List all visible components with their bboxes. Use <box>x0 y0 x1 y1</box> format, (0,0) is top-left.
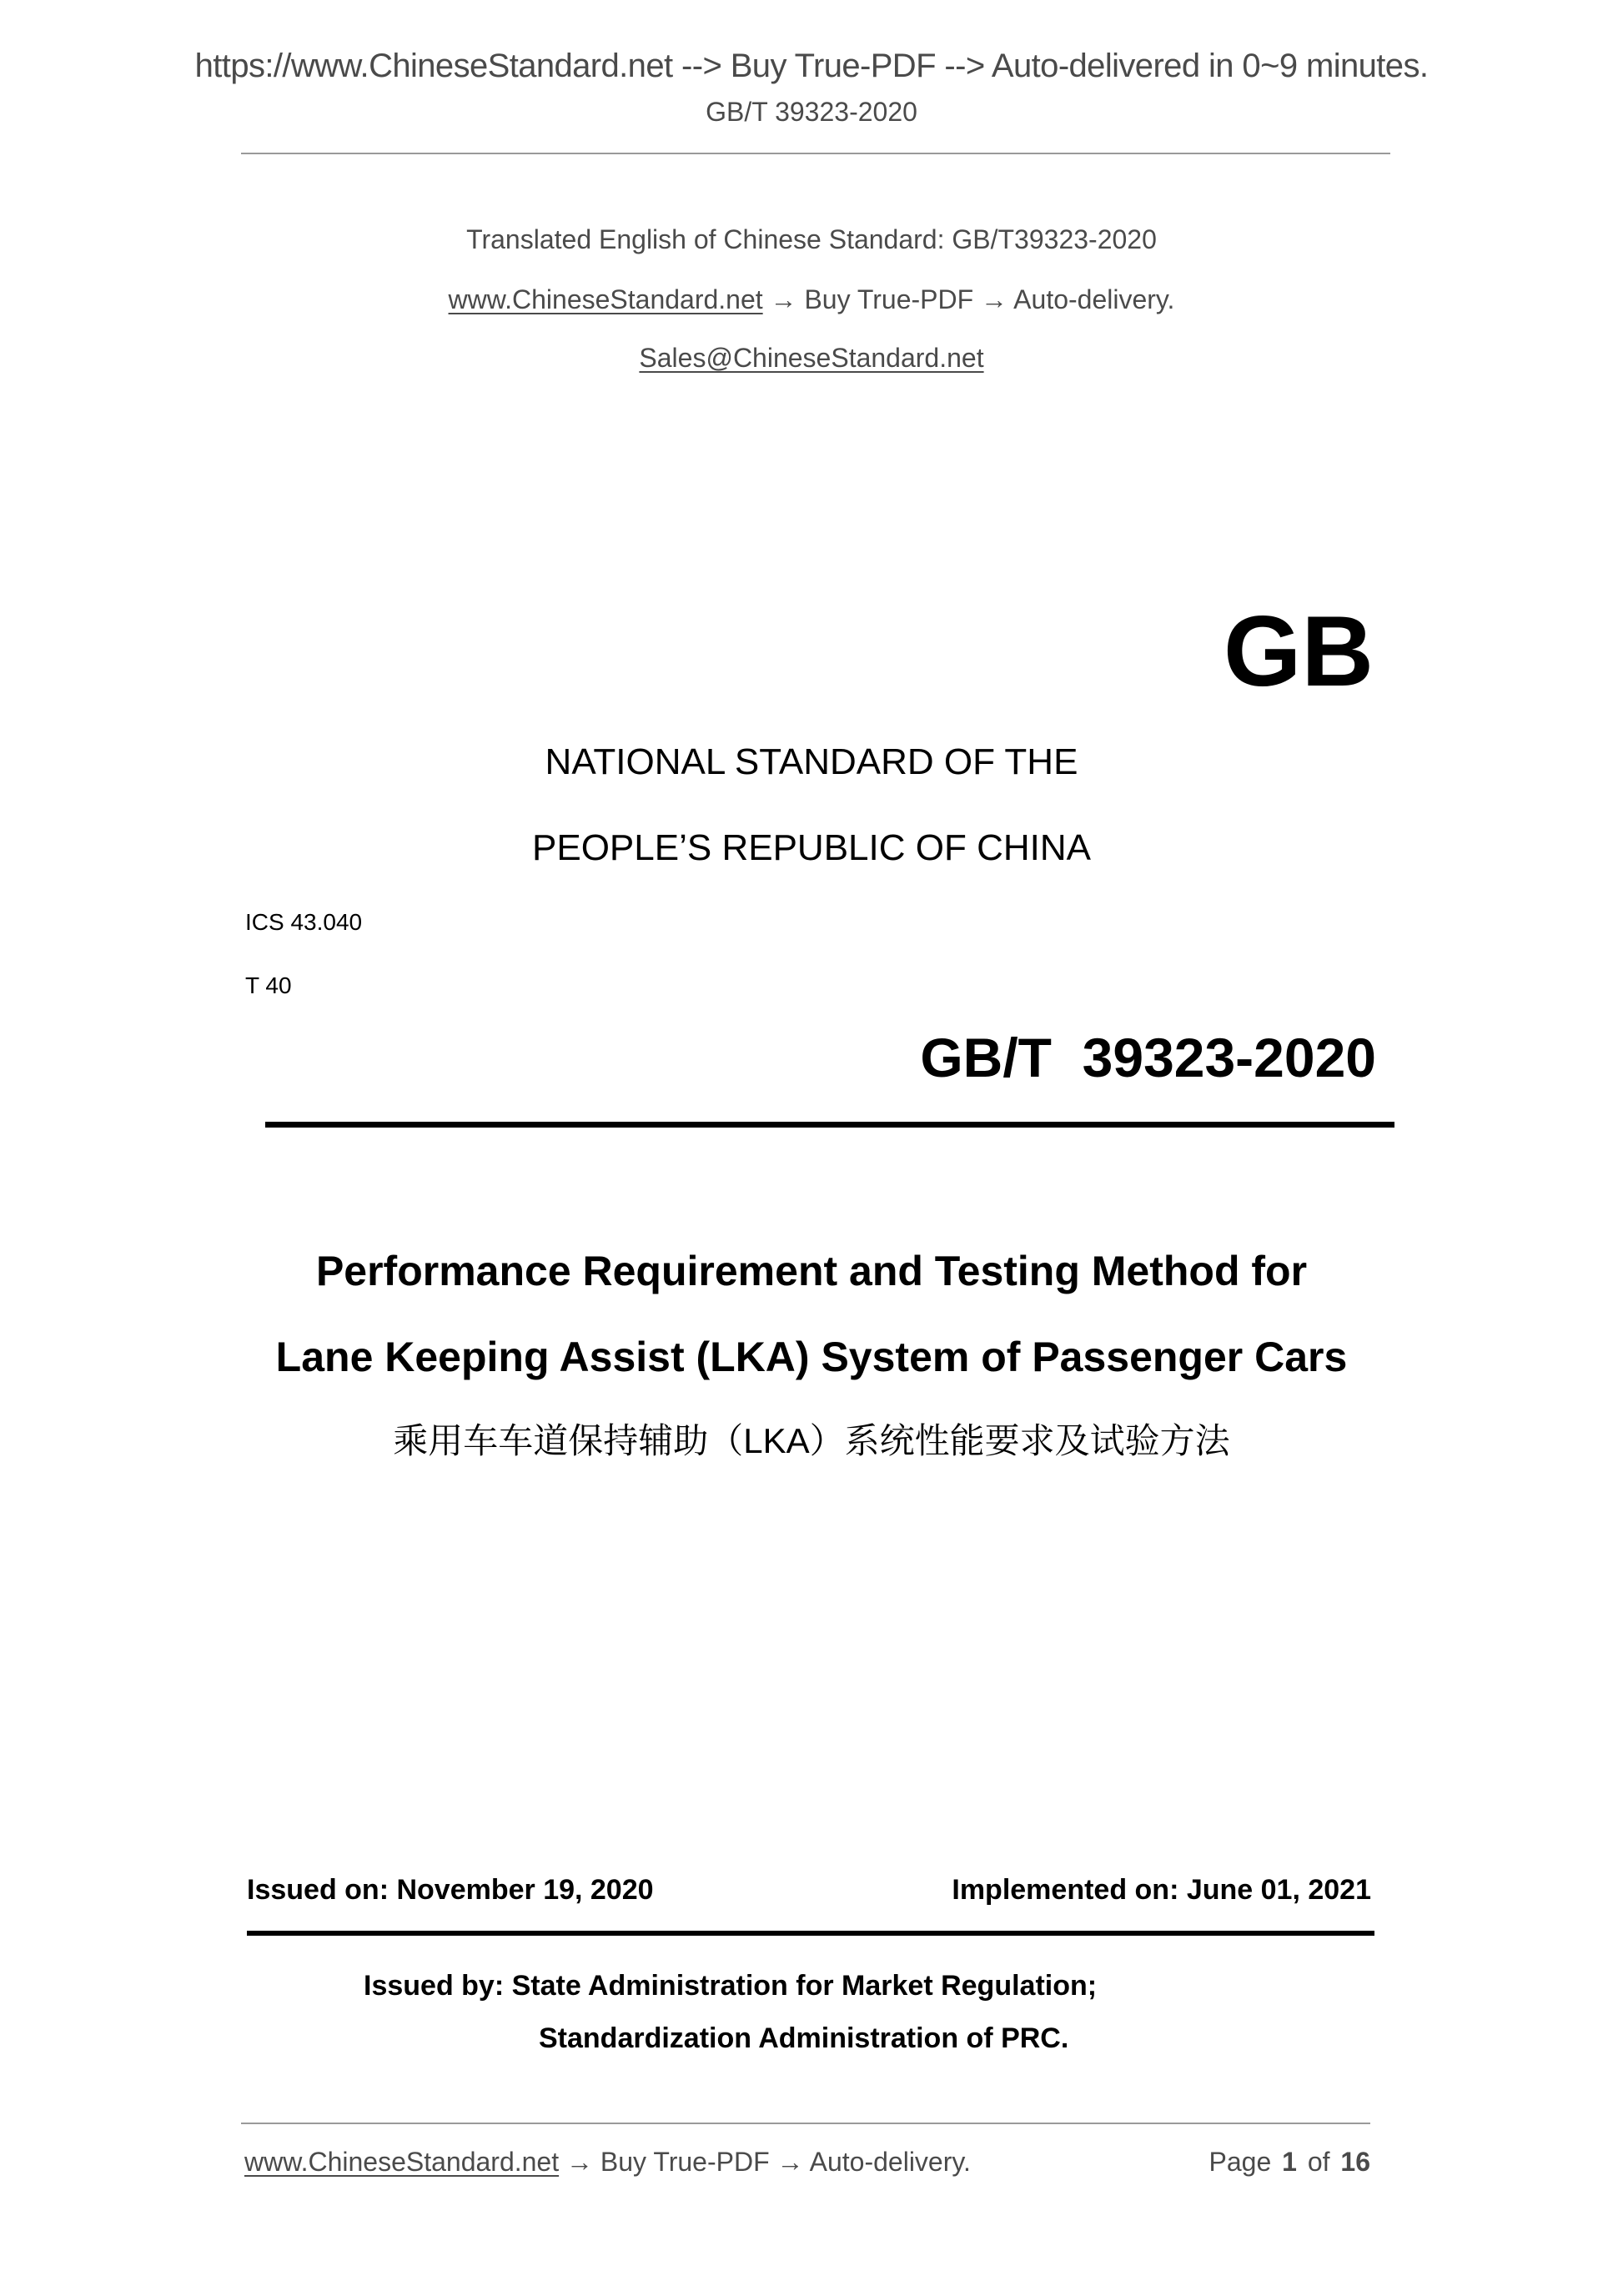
footer-buy-text: Buy True-PDF <box>600 2147 770 2177</box>
delivery-text: Auto-delivery. <box>1013 284 1175 314</box>
header-doc-code: GB/T 39323-2020 <box>706 97 917 127</box>
title-line1: Performance Requirement and Testing Method for <box>315 1248 1308 1294</box>
title-line2: Lane Keeping Assist (LKA) System of Passenger Cars <box>275 1334 1348 1380</box>
arrow-right-icon: → <box>981 284 1008 314</box>
buy-text: Buy True-PDF <box>804 284 974 314</box>
page-label: Page <box>1208 2147 1272 2177</box>
footer-delivery-text: Auto-delivery. <box>809 2147 971 2177</box>
standard-number-rule <box>265 1122 1394 1128</box>
issued-by-line2: Standardization Administration of PRC. <box>539 2022 1069 2054</box>
national-standard-line1: NATIONAL STANDARD OF THE <box>545 741 1078 782</box>
standard-number: GB/T 39323-2020 <box>920 1027 1376 1088</box>
page-indicator <box>1209 2148 1370 2175</box>
dates-rule <box>247 1931 1374 1936</box>
gb-mark: GB <box>1224 595 1374 707</box>
site-link[interactable]: www.ChineseStandard.net <box>448 284 763 314</box>
of-label: of <box>1307 2147 1330 2177</box>
page-total: 16 <box>1340 2147 1370 2177</box>
arrow-right-icon: → <box>566 2147 593 2177</box>
top-banner: https://www.ChineseStandard.net --> Buy True-PDF --> Auto-delivered in 0~9 minutes. <box>194 48 1429 84</box>
title-chinese: 乘用车车道保持辅助（LKA）系统性能要求及试验方法 <box>393 1421 1230 1460</box>
email-link[interactable]: Sales@ChineseStandard.net <box>639 343 984 373</box>
issued-on: Issued on: November 19, 2020 <box>247 1874 654 1906</box>
arrow-right-icon: → <box>776 2147 804 2177</box>
translated-line: Translated English of Chinese Standard: GB/T39323-2020 <box>466 224 1157 254</box>
page-current: 1 <box>1282 2147 1297 2177</box>
footer-divider <box>241 2123 1370 2124</box>
footer-delivery-line <box>244 2148 971 2175</box>
issued-by-line1: Issued by: State Administration for Market Regulation; <box>364 1970 1098 2002</box>
national-standard-line2: PEOPLE’S REPUBLIC OF CHINA <box>532 827 1091 868</box>
ics-code: ICS 43.040 <box>245 909 363 935</box>
footer-site-link[interactable]: www.ChineseStandard.net <box>244 2147 560 2177</box>
header-divider <box>241 153 1390 154</box>
implemented-on: Implemented on: June 01, 2021 <box>952 1874 1371 1906</box>
category-code: T 40 <box>245 972 292 998</box>
promo-delivery-line <box>0 286 1623 313</box>
email-line <box>0 344 1623 371</box>
arrow-right-icon: → <box>770 284 797 314</box>
